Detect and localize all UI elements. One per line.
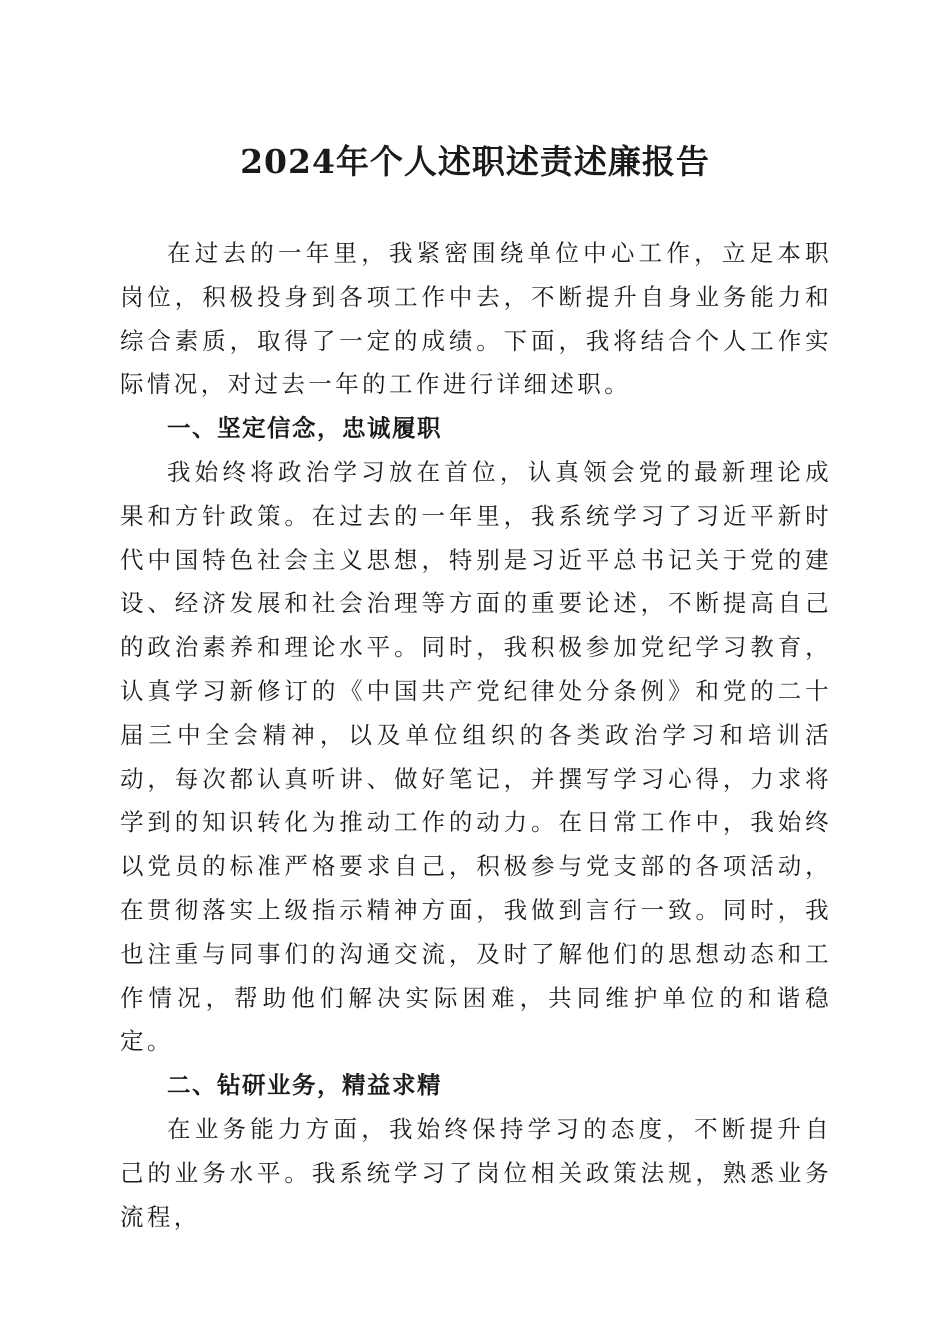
section-heading-2: 二、钻研业务，精益求精: [167, 1071, 442, 1100]
section-paragraph-2: 在业务能力方面，我始终保持学习的态度，不断提升自己的业务水平。我系统学习了岗位相关政策法规，熟悉业务流程，: [120, 1114, 832, 1231]
document-body: [120, 232, 832, 1239]
intro-paragraph: 在过去的一年里，我紧密围绕单位中心工作，立足本职岗位，积极投身到各项工作中去，不断提升自身业务能力和综合素质，取得了一定的成绩。下面，我将结合个人工作实际情况，对过去一年的工作进行详细述职。: [120, 239, 832, 399]
section-heading-1: 一、坚定信念，忠诚履职: [167, 414, 442, 443]
document-title: 2024年个人述职述责述廉报告: [240, 142, 710, 181]
section-paragraph-1: 我始终将政治学习放在首位，认真领会党的最新理论成果和方针政策。在过去的一年里，我系统学习了习近平新时代中国特色社会主义思想，特别是习近平总书记关于党的建设、经济发展和社会治理等方面的重要论述，不断提高自己的政治素养和理论水平。同时，我积极参加党纪学习教育，认真学习新修订的《中国共产党纪律处分条例》和党的二十届三中全会精神，以及单位组织的各类政治学习和培训活动，每次都认真听讲、做好笔记，并撰写学习心得，力求将学到的知识转化为推动工作的动力。在日常工作中，我始终以党员的标准严格要求自己，积极参与党支部的各项活动，在贯彻落实上级指示精神方面，我做到言行一致。同时，我也注重与同事们的沟通交流，及时了解他们的思想动态和工作情况，帮助他们解决实际困难，共同维护单位的和谐稳定。: [120, 457, 832, 1056]
